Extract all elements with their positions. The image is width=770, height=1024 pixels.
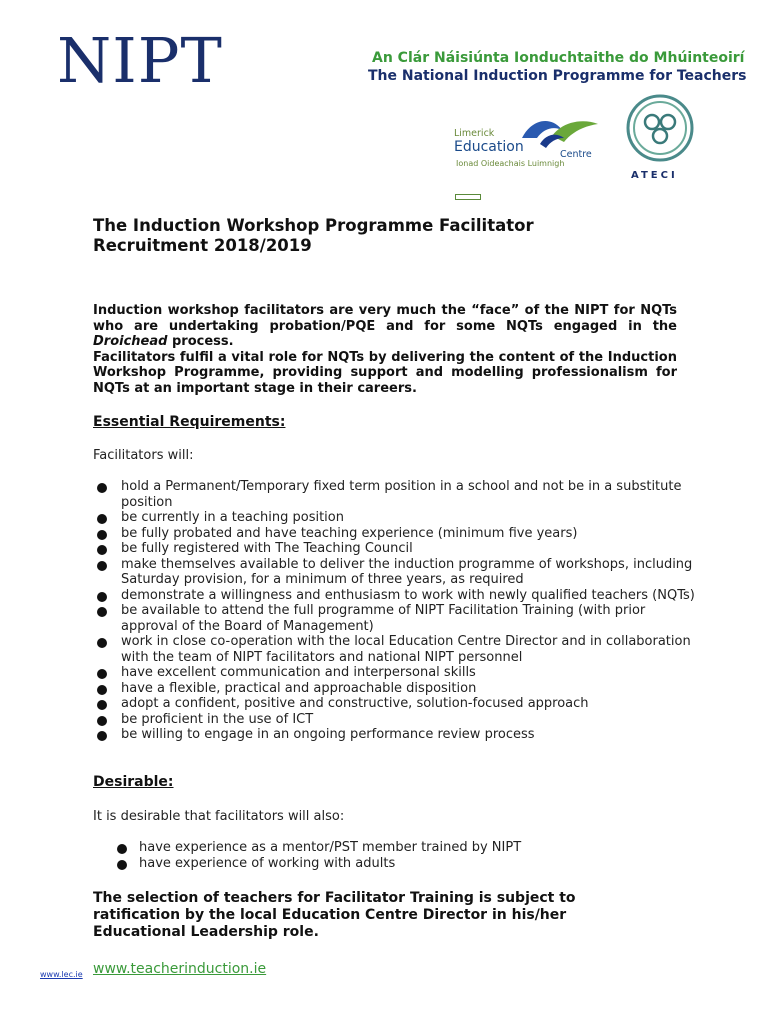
bullet-icon [97,530,107,540]
droichead-term: Droichead [93,334,168,350]
tagline-english: The National Induction Programme for Teachers [368,68,747,84]
list-item: demonstrate a willingness and enthusiasm to work with newly qualified teachers (NQTs) [0,588,700,604]
list-item: be proficient in the use of ICT [0,712,700,728]
lec-irish: Ionad Oideachais Luimnigh [456,159,565,168]
intro-paragraph-1: Induction workshop facilitators are very much the “face” of the NIPT for NQTs who are undertaking probation/PQE and for some NQTs engaged in the Droichead process. [93,303,677,350]
list-item: be fully probated and have teaching experience (minimum five years) [0,526,700,542]
list-item: adopt a confident, positive and constructive, solution-focused approach [0,696,700,712]
bullet-icon [97,545,107,555]
intro-text [93,303,677,397]
list-item: have experience as a mentor/PST member trained by NIPT [0,840,700,856]
bullet-icon [117,844,127,854]
list-item: make themselves available to deliver the induction programme of workshops, including Saturday provision, for a minimum of three years, as required [0,557,700,588]
lec-limerick: Limerick [454,128,495,139]
lec-centre: Centre [560,149,592,160]
essential-lead: Facilitators will: [93,448,194,463]
lec-education: Education [454,139,524,155]
list-item: be willing to engage in an ongoing performance review process [0,727,700,743]
list-item: have experience of working with adults [0,856,700,872]
teacherinduction-website-link[interactable]: www.teacherinduction.ie [93,961,267,977]
list-item: have excellent communication and interpersonal skills [0,665,700,681]
desirable-lead: It is desirable that facilitators will also: [93,809,345,824]
page-title: The Induction Workshop Programme Facilitator Recruitment 2018/2019 [93,216,534,255]
closing-statement: The selection of teachers for Facilitator Training is subject to ratification by the local Education Centre Director in his/her Educational Leadership role. [93,890,576,940]
bullet-icon [97,483,107,493]
desirable-heading: Desirable: [93,774,174,790]
essential-heading: Essential Requirements: [93,414,286,430]
bullet-icon [97,607,107,617]
bullet-icon [97,685,107,695]
lec-website-link[interactable]: www.lec.ie [40,970,83,979]
list-item: have a flexible, practical and approachable disposition [0,681,700,697]
bullet-icon [97,716,107,726]
nipt-logo: NIPT [57,24,223,97]
bullet-icon [97,731,107,741]
bullet-icon [97,700,107,710]
bullet-icon [97,592,107,602]
bullet-icon [97,561,107,571]
list-item: work in close co-operation with the local Education Centre Director and in collaboration with the team of NIPT facilitators and national NIPT personnel [0,634,700,665]
intro-paragraph-2: Facilitators fulfil a vital role for NQTs by delivering the content of the Induction Workshop Programme, providing support and modelling professionalism for NQTs at an important stage in their careers. [93,349,677,396]
list-item: be available to attend the full programme of NIPT Facilitation Training (with prior approval of the Board of Management) [0,603,700,634]
tagline-irish: An Clár Náisiúnta Ionduchtaithe do Mhúinteoirí [372,50,745,66]
list-item: hold a Permanent/Temporary fixed term position in a school and not be in a substitute position [0,479,700,510]
essential-list [0,479,700,743]
ateci-seal-icon [626,94,694,162]
bullet-icon [117,860,127,870]
bullet-icon [97,638,107,648]
bullet-icon [97,669,107,679]
divider-mark [455,194,481,200]
bullet-icon [97,514,107,524]
ateci-label: ATECI [631,170,678,181]
list-item: be currently in a teaching position [0,510,700,526]
desirable-list [0,840,700,871]
list-item: be fully registered with The Teaching Council [0,541,700,557]
